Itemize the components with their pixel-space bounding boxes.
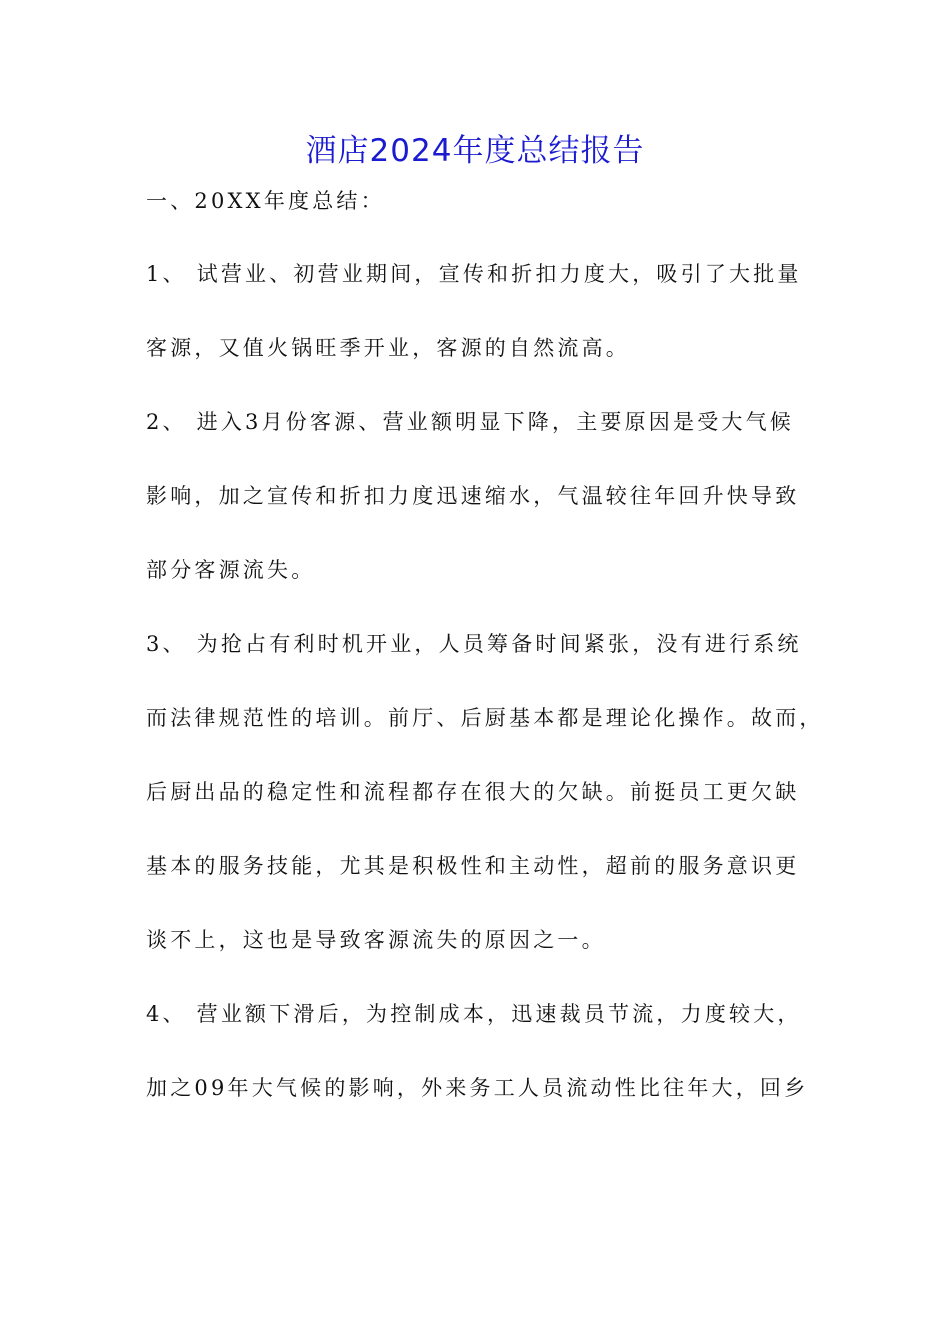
text-line: 加之09年大气候的影响，外来务工人员流动性比往年大，回乡 (146, 1076, 809, 1100)
text-line: 后厨出品的稳定性和流程都存在很大的欠缺。前挺员工更欠缺 (146, 780, 800, 804)
text-line: 3、 为抢占有利时机开业，人员筹备时间紧张，没有进行系统 (146, 632, 802, 656)
text-line: 而法律规范性的培训。前厅、后厨基本都是理论化操作。故而， (146, 706, 824, 730)
text-line: 1、 试营业、初营业期间，宣传和折扣力度大，吸引了大批量 (146, 262, 802, 286)
text-line: 部分客源流失。 (146, 558, 316, 582)
text-line: 影响，加之宣传和折扣力度迅速缩水，气温较往年回升快导致 (146, 484, 800, 508)
text-line: 基本的服务技能，尤其是积极性和主动性，超前的服务意识更 (146, 854, 800, 878)
document-title: 酒店2024年度总结报告 (305, 133, 645, 169)
text-line: 2、 进入3月份客源、营业额明显下降，主要原因是受大气候 (146, 410, 794, 434)
text-line: 4、 营业额下滑后，为控制成本，迅速裁员节流，力度较大， (146, 1002, 802, 1026)
text-line: 客源，又值火锅旺季开业，客源的自然流高。 (146, 336, 630, 360)
section-heading: 一、20XX年度总结： (146, 189, 385, 213)
text-line: 谈不上，这也是导致客源流失的原因之一。 (146, 928, 606, 952)
